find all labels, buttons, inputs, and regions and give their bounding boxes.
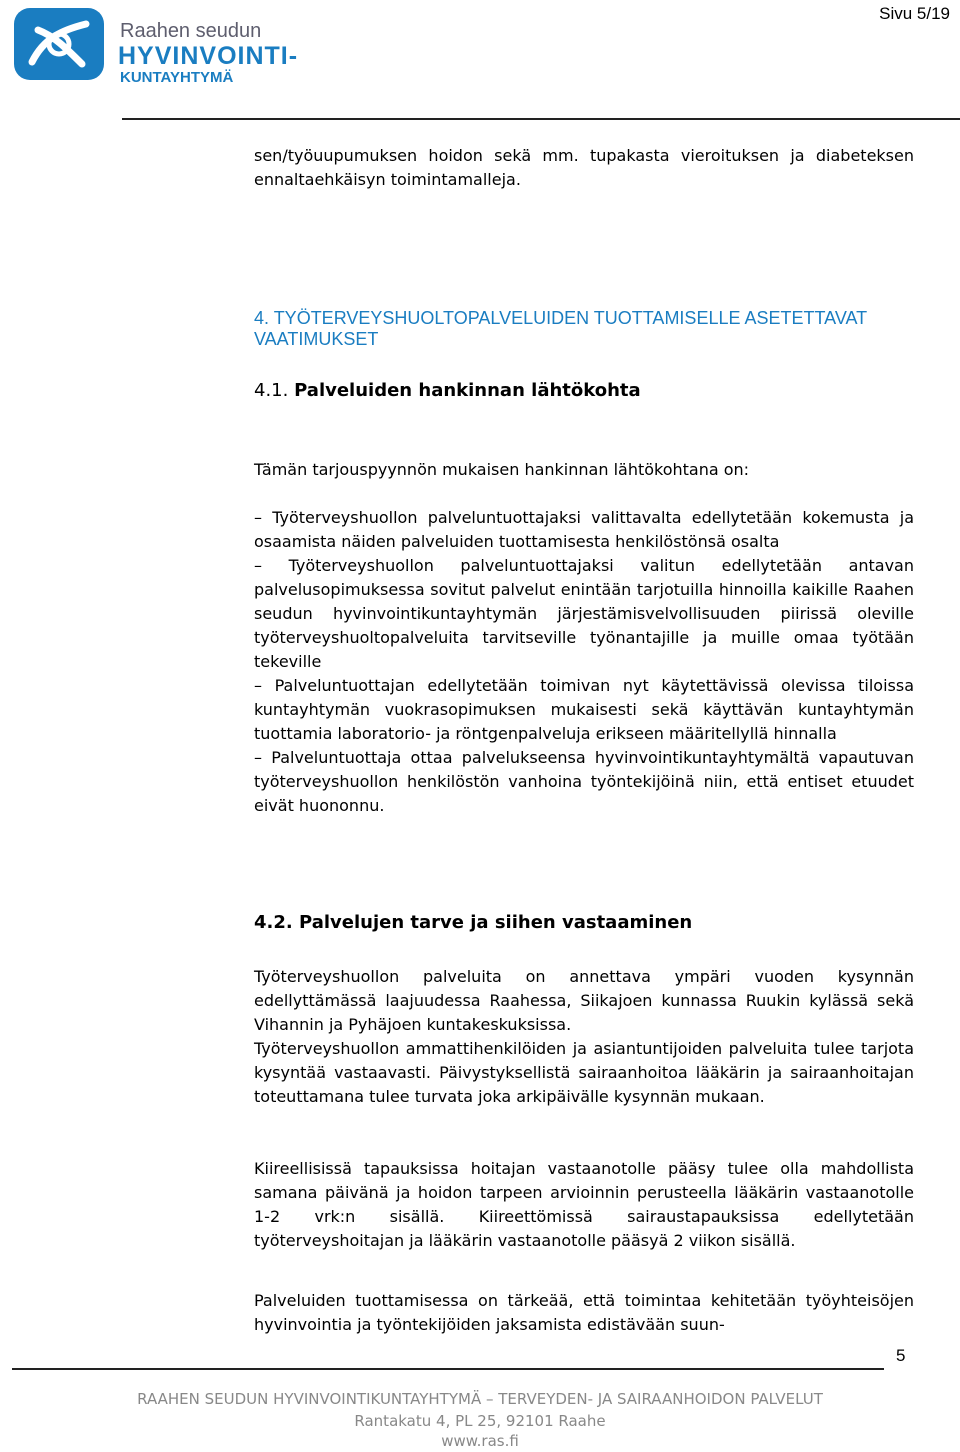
subsection-4-1-heading <box>254 380 641 401</box>
list-item: – Palveluntuottaja ottaa palvelukseensa hyvinvointikuntayhtymältä vapautuvan työterveyshuollon henkilöstön vanhoina työntekijöinä niin, että entiset etuudet eivät huononnu. <box>254 748 914 815</box>
p41-intro-text: Tämän tarjouspyynnön mukaisen hankinnan lähtökohtana on: <box>254 460 750 479</box>
paragraph: Työterveyshuollon ammattihenkilöiden ja asiantuntijoiden palveluita tulee tarjota kysyntää vastaavasti. Päivystyksellistä sairaanhoitoa lääkärin ja sairaanhoitajan toteuttamana tulee turvata joka arkipäiväll​e kysynnän mukaan. <box>254 1039 914 1106</box>
list-item: – Palveluntuottajan edellytetään toimivan nyt käytettävissä olevissa tiloissa kuntayhtymän vuokrasopimuksen mukaisesti sekä käyttävän kuntayhtymän tuottamia laboratorio- ja röntgenpalveluja erikseen määritellyllä hinnalla <box>254 676 914 743</box>
subsection-4-2-body <box>254 965 914 1109</box>
page-number: 5 <box>896 1346 906 1365</box>
intro-paragraph <box>254 144 914 192</box>
list-item: – Työterveyshuollon palveluntuottajaksi valitun edellytetään antavan palvelusopimuksessa sovitut palvelut enintään tarjotuilla hinnoilla kaikille Raahen seudun hyvinvointikuntayhtymän järjestämisvelvollisuuden piirissä oleville työterveyshuoltopalveluita tarvitseville työnantajille ja muille omaa työtään tekeville <box>254 556 914 671</box>
footer-website: www.ras.fi <box>441 1432 519 1450</box>
logo-icon <box>14 8 104 80</box>
header-divider <box>122 118 960 120</box>
footer-organization: RAAHEN SEUDUN HYVINVOINTIKUNTAYHTYMÄ – TERVEYDEN- JA SAIRAANHOIDON PALVELUT <box>137 1390 823 1408</box>
paragraph: Palveluiden tuottamisessa on tärkeää, että toimintaa kehitetään työyhteisöjen hyvinvointia ja työntekijöiden jaksamista edistävään suun- <box>254 1291 914 1334</box>
brand-line-3: KUNTAYHTYMÄ <box>120 69 234 86</box>
subsection-4-2-heading: 4.2. Palvelujen tarve ja siihen vastaaminen <box>254 912 693 933</box>
section-4-heading: 4. TYÖTERVEYSHUOLTOPALVELUIDEN TUOTTAMISELLE ASETETTAVAT VAATIMUKSET <box>254 308 867 349</box>
list-item: – Työterveyshuollon palveluntuottajaksi valittavalta edellytetään kokemusta ja osaamista näiden palveluiden tuottamisesta henkilöstönsä osalta <box>254 508 914 551</box>
requirements-list <box>254 506 914 818</box>
brand-line-2: HYVINVOINTI- <box>118 42 299 70</box>
subsection-4-1-number: 4.1. <box>254 380 289 401</box>
paragraph: Kiireellisissä tapauksissa hoitajan vastaanotolle pääsy tulee olla mahdollista samana päivänä ja hoidon tarpeen arvioinnin perusteella lääkärin vastaanotolle 1-2 vrk:n sisällä. Kiireettömissä sairaustapauksissa edellytetään työterveyshoitajan ja lääkärin vastaanotolle pääsyä 2 viikon sisällä. <box>254 1159 914 1250</box>
intro-text: sen/työuupumuksen hoidon sekä mm. tupakasta vieroituksen ja diabeteksen ennaltaehkäisyn toimintamalleja. <box>254 146 914 189</box>
footer-divider <box>12 1368 884 1370</box>
brand-line-1: Raahen seudun <box>120 20 262 42</box>
footer-address: Rantakatu 4, PL 25, 92101 Raahe <box>354 1412 606 1430</box>
subsection-4-2-body-2 <box>254 1157 914 1253</box>
paragraph: Työterveyshuollon palveluita on annettava ympäri vuoden kysynnän edellyttämässä laajuudessa Raahessa, Siikajoen kunnassa Ruukin kylässä sekä Vihannin ja Pyhäjoen kuntakeskuksissa. <box>254 967 914 1034</box>
subsection-4-1-intro <box>254 458 914 482</box>
subsection-4-1-title: Palveluiden hankinnan lähtökohta <box>294 380 641 401</box>
page-label: Sivu 5/19 <box>879 4 950 23</box>
subsection-4-2-body-3 <box>254 1289 914 1337</box>
